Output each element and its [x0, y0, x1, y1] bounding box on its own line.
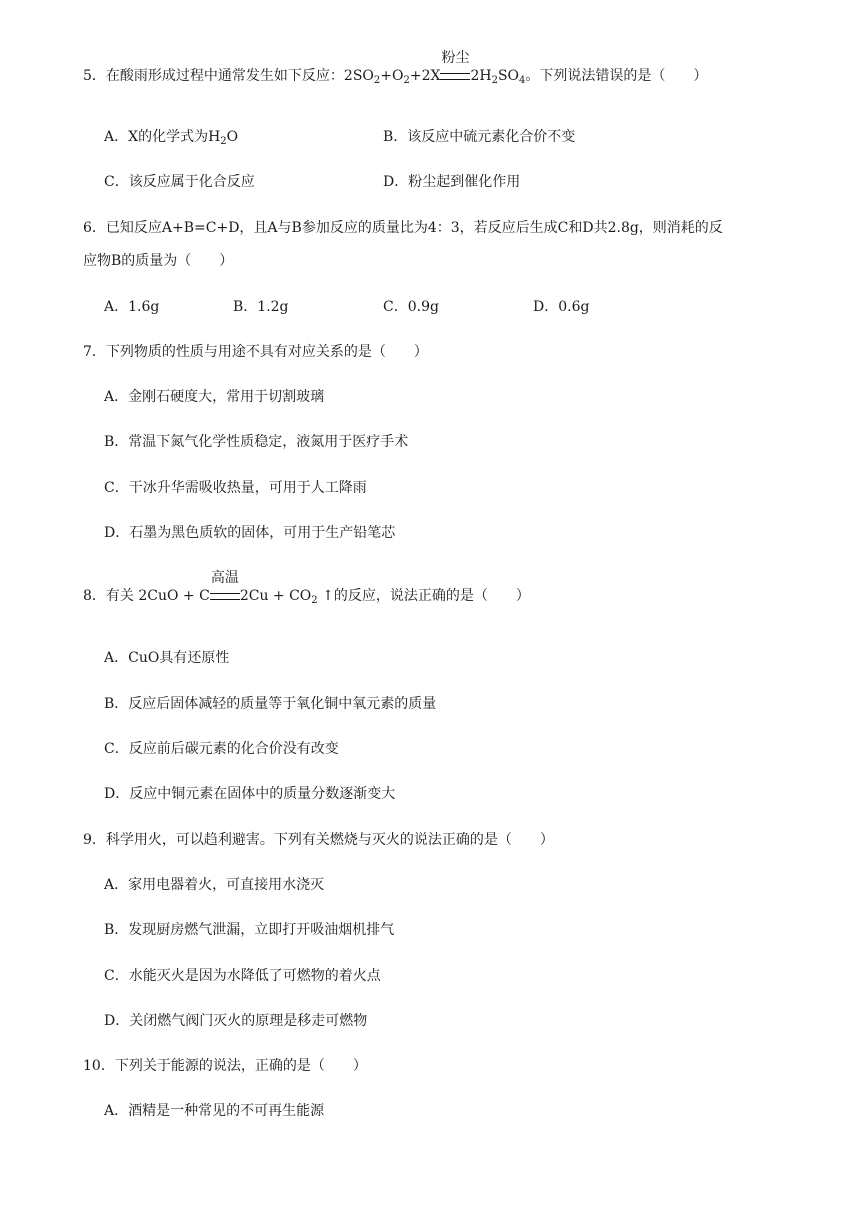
q5-option-d[interactable]: D．粉尘起到催化作用: [383, 174, 521, 190]
q7-option-d[interactable]: D．石墨为黑色质软的固体，可用于生产铅笔芯: [104, 525, 396, 541]
q7-option-b[interactable]: B．常温下氮气化学性质稳定，液氮用于医疗手术: [104, 434, 409, 450]
q5-equation: $2SO_2+O_2+2X$ 粉尘 $2H_2SO_4$: [343, 50, 526, 86]
reaction-condition-arrow: 高温: [210, 586, 240, 606]
q9-option-a[interactable]: A．家用电器着火，可直接用水浇灭: [104, 877, 325, 893]
q8-option-b[interactable]: B．反应后固体减轻的质量等于氧化铜中氧元素的质量: [104, 696, 437, 712]
q8-option-c[interactable]: C．反应前后碳元素的化合价没有改变: [104, 741, 339, 757]
question-10-stem: 10．下列关于能源的说法，正确的是（ ）: [83, 1058, 367, 1074]
question-6-stem-line1: 6．已知反应A+B=C+D，且A与B参加反应的质量比为4：3，若反应后生成C和D共2.8g，则消耗的反: [83, 220, 723, 236]
q9-option-c[interactable]: C．水能灭火是因为水降低了可燃物的着火点: [104, 968, 381, 984]
question-7-stem: 7．下列物质的性质与用途不具有对应关系的是（ ）: [83, 344, 428, 360]
reaction-condition-arrow: 粉尘: [440, 66, 470, 86]
question-8-stem: 8．有关 2CuO + C 高温 $2Cu + CO_2$ ↑的反应，说法正确的是（ ）: [83, 570, 530, 606]
q10-option-a[interactable]: A．酒精是一种常见的不可再生能源: [104, 1103, 325, 1119]
question-5-stem: 5．在酸雨形成过程中通常发生如下反应：$2SO_2+O_2+2X$ 粉尘 $2H_2SO_4$。下列说法错误的是（ ）: [83, 50, 708, 86]
q5-option-b[interactable]: B．该反应中硫元素化合价不变: [383, 129, 576, 145]
q6-option-c[interactable]: C．0.9g: [383, 299, 439, 315]
q9-option-d[interactable]: D．关闭燃气阀门灭火的原理是移走可燃物: [104, 1013, 368, 1029]
question-6-stem-line2: 应物B的质量为（ ）: [83, 253, 234, 269]
q6-option-a[interactable]: A．1.6g: [104, 299, 160, 315]
q8-option-d[interactable]: D．反应中铜元素在固体中的质量分数逐渐变大: [104, 786, 396, 802]
q6-option-d[interactable]: D．0.6g: [533, 299, 590, 315]
q5-option-c[interactable]: C．该反应属于化合反应: [104, 174, 255, 190]
q5-option-a[interactable]: A．X的化学式为$H_2O$: [104, 129, 239, 147]
q7-option-c[interactable]: C．干冰升华需吸收热量，可用于人工降雨: [104, 480, 367, 496]
q7-option-a[interactable]: A．金刚石硬度大，常用于切割玻璃: [104, 389, 325, 405]
q8-option-a[interactable]: A．CuO具有还原性: [104, 650, 230, 666]
q9-option-b[interactable]: B．发现厨房燃气泄漏，立即打开吸油烟机排气: [104, 922, 395, 938]
question-9-stem: 9．科学用火，可以趋利避害。下列有关燃烧与灭火的说法正确的是（ ）: [83, 832, 554, 848]
q6-option-b[interactable]: B．1.2g: [233, 299, 289, 315]
